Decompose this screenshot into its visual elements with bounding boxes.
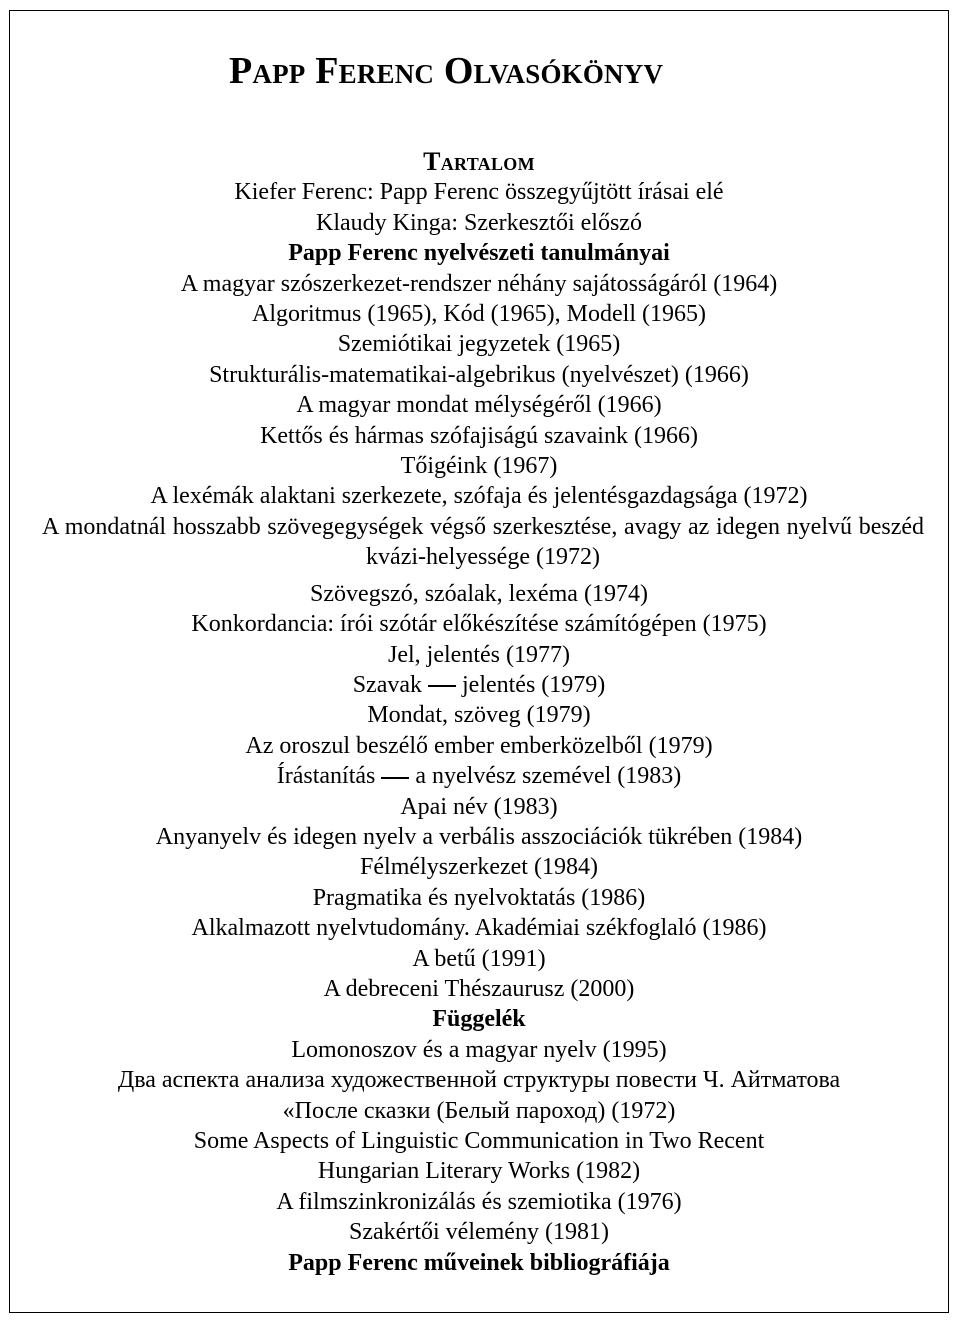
toc-item: Anyanyelv és idegen nyelv a verbális asszociációk tükrében (1984) xyxy=(155,823,803,850)
toc-item-part: jelentés (1979) xyxy=(462,671,606,698)
toc-item: A magyar szószerkezet-rendszer néhány sajátosságáról (1964) xyxy=(180,270,778,297)
toc-section-title: Függelék xyxy=(432,1006,526,1033)
toc-item: Mondat, szöveg (1979) xyxy=(367,702,591,729)
toc-item: Jel, jelentés (1977) xyxy=(388,641,570,668)
toc-item: Lomonoszov és a magyar nyelv (1995) xyxy=(291,1036,667,1063)
toc-item: Konkordancia: írói szótár előkészítése számítógépen (1975) xyxy=(191,611,767,638)
table-of-contents xyxy=(10,147,948,1278)
toc-item-part: Szavak xyxy=(352,671,422,698)
toc-item: A lexémák alaktani szerkezete, szófaja és jelentésgazdagsága (1972) xyxy=(150,483,808,510)
toc-item: Some Aspects of Linguistic Communication in Two Recent xyxy=(193,1128,765,1154)
toc-item: Kettős és hármas szófajiságú szavaink (1966) xyxy=(260,422,698,449)
toc-item-dash xyxy=(10,670,948,700)
toc-item: Szemiótikai jegyzetek (1965) xyxy=(337,331,621,358)
toc-item: Algoritmus (1965), Kód (1965), Modell (1965) xyxy=(252,301,706,328)
toc-item-long: A mondatnál hosszabb szövegegységek végső szerkesztése, avagy az idegen nyelvű beszéd kvázi-helyessége (1972) xyxy=(42,513,924,571)
toc-item: Два аспекта анализа художественной структуры повести Ч. Айтматова xyxy=(117,1067,841,1094)
toc-item-dash xyxy=(10,761,948,791)
toc-item: Strukturális-matematikai-algebrikus (nyelvészet) (1966) xyxy=(209,361,749,388)
toc-item: A magyar mondat mélységéről (1966) xyxy=(296,392,662,419)
toc-item: Pragmatika és nyelvoktatás (1986) xyxy=(312,884,646,911)
toc-item: A debreceni Thészaurusz (2000) xyxy=(323,975,635,1002)
dash-rule xyxy=(381,777,409,779)
toc-item: Szövegszó, szóalak, lexéma (1974) xyxy=(310,580,648,607)
toc-item: Hungarian Literary Works (1982) xyxy=(317,1158,641,1185)
toc-item: Félmélyszerkezet (1984) xyxy=(360,854,598,881)
document-title: Papp Ferenc Olvasókönyv xyxy=(229,50,664,92)
toc-heading: Tartalom xyxy=(423,147,535,176)
toc-section-title: Papp Ferenc nyelvészeti tanulmányai xyxy=(288,240,670,267)
toc-item: Kiefer Ferenc: Papp Ferenc összegyűjtött írásai elé xyxy=(234,179,724,206)
toc-item: A filmszinkronizálás és szemiotika (1976) xyxy=(276,1188,682,1215)
toc-item: Tőigéink (1967) xyxy=(400,453,558,480)
toc-item: Apai név (1983) xyxy=(400,793,558,820)
toc-item-part: Írástanítás xyxy=(276,763,376,790)
toc-item: A betű (1991) xyxy=(412,945,546,972)
toc-item: Az oroszul beszélő ember emberközelből (1979) xyxy=(245,732,713,759)
toc-item-part: a nyelvész szemével (1983) xyxy=(415,763,682,790)
toc-item: Klaudy Kinga: Szerkesztői előszó xyxy=(316,209,642,236)
dash-rule xyxy=(428,685,456,687)
toc-item: «После сказки (Белый пароход) (1972) xyxy=(282,1097,676,1124)
toc-item: Alkalmazott nyelvtudomány. Akadémiai székfoglaló (1986) xyxy=(191,915,767,942)
toc-section-title: Papp Ferenc műveinek bibliográfiája xyxy=(288,1249,670,1276)
toc-item: Szakértői vélemény (1981) xyxy=(349,1219,609,1246)
